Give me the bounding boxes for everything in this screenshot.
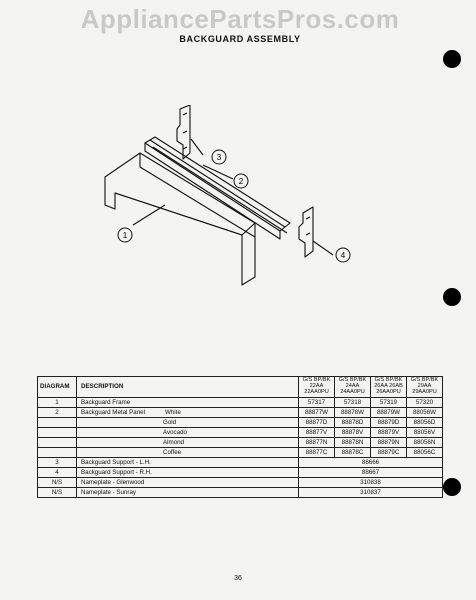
header-description: DESCRIPTION: [77, 377, 299, 398]
diagram-number: [38, 437, 77, 447]
diagram-number: 2: [38, 407, 77, 417]
part-description: [77, 487, 299, 497]
part-number: 88056C: [407, 447, 443, 457]
part-number: 88667: [299, 467, 443, 477]
binder-hole: [443, 50, 461, 68]
exploded-diagram: [95, 105, 385, 305]
table-row: [38, 447, 443, 457]
part-number: 88879D: [371, 417, 407, 427]
parts-table: [37, 376, 443, 498]
part-number: 88878C: [335, 447, 371, 457]
support-left: [177, 105, 190, 159]
part-description: [77, 457, 299, 467]
table-row: [38, 417, 443, 427]
part-number: 310838: [299, 477, 443, 487]
part-color: White: [165, 408, 181, 416]
part-number: 88878V: [335, 427, 371, 437]
part-number: 88878N: [335, 437, 371, 447]
backguard-frame: [105, 153, 255, 285]
callout-1: 1: [122, 231, 128, 240]
table-row: [38, 477, 443, 487]
table-row: [38, 467, 443, 477]
part-label: Backguard Frame: [81, 398, 131, 406]
part-label: Nameplate - Glenwood: [81, 478, 145, 486]
part-number: 310837: [299, 487, 443, 497]
header-model-1: G/S BP/BK 22AA 22AA0PU: [299, 377, 335, 398]
part-description: [77, 407, 299, 417]
header-diagram: DIAGRAM: [38, 377, 77, 398]
callout-2: 2: [238, 177, 244, 186]
table-row: [38, 457, 443, 467]
diagram-number: 4: [38, 467, 77, 477]
part-number: 88056N: [407, 437, 443, 447]
part-number: 88877V: [299, 427, 335, 437]
part-number: 88056V: [407, 427, 443, 437]
part-number: 88056D: [407, 417, 443, 427]
part-number: 57318: [335, 397, 371, 407]
page-title: BACKGUARD ASSEMBLY: [179, 34, 301, 44]
part-description: [77, 467, 299, 477]
parts-table-body: [38, 397, 443, 497]
part-label: Nameplate - Sunray: [81, 488, 137, 496]
part-description: [77, 417, 299, 427]
table-row: [38, 407, 443, 417]
part-number: 88877C: [299, 447, 335, 457]
part-color: Avocado: [163, 428, 187, 436]
part-description: [77, 427, 299, 437]
part-number: 88878D: [335, 417, 371, 427]
diagram-number: N/S: [38, 487, 77, 497]
part-label: Backguard Support - R.H.: [81, 468, 152, 476]
part-color: Gold: [163, 418, 177, 426]
part-description: [77, 447, 299, 457]
table-row: [38, 397, 443, 407]
part-number: 57319: [371, 397, 407, 407]
part-color: Almond: [163, 438, 184, 446]
part-number: 88056W: [407, 407, 443, 417]
binder-hole: [443, 478, 461, 496]
header-model-3: G/S BP/BK 26AA 26AB 26AA0PU: [371, 377, 407, 398]
part-number: 88879W: [371, 407, 407, 417]
support-right: [299, 207, 313, 257]
binder-hole: [443, 288, 461, 306]
diagram-number: [38, 427, 77, 437]
header-model-2: G/S BP/BK 24AA 24AA0PU: [335, 377, 371, 398]
part-number: 88878W: [335, 407, 371, 417]
header-model-4: G/S BP/BK 29AA 29AA0PU: [407, 377, 443, 398]
part-number: 57320: [407, 397, 443, 407]
part-number: 88879C: [371, 447, 407, 457]
table-row: [38, 427, 443, 437]
watermark: AppliancePartsPros.com: [80, 4, 400, 34]
diagram-number: 3: [38, 457, 77, 467]
diagram-number: [38, 447, 77, 457]
part-number: 88877W: [299, 407, 335, 417]
part-number: 88666: [299, 457, 443, 467]
part-description: [77, 477, 299, 487]
diagram-number: [38, 417, 77, 427]
table-row: [38, 487, 443, 497]
part-number: 57317: [299, 397, 335, 407]
table-header-row: [38, 377, 443, 398]
part-color: Coffee: [163, 448, 182, 456]
part-number: 88879N: [371, 437, 407, 447]
diagram-number: 1: [38, 397, 77, 407]
part-label: Backguard Support - L.H.: [81, 458, 151, 466]
diagram-number: N/S: [38, 477, 77, 487]
part-number: 88877D: [299, 417, 335, 427]
part-description: [77, 397, 299, 407]
page-number: 36: [234, 575, 242, 582]
callout-3: 3: [216, 153, 222, 162]
part-label: Backguard Metal Panel: [81, 408, 145, 416]
table-row: [38, 437, 443, 447]
part-number: 88877N: [299, 437, 335, 447]
callout-4: 4: [340, 251, 346, 260]
part-number: 88879V: [371, 427, 407, 437]
part-description: [77, 437, 299, 447]
